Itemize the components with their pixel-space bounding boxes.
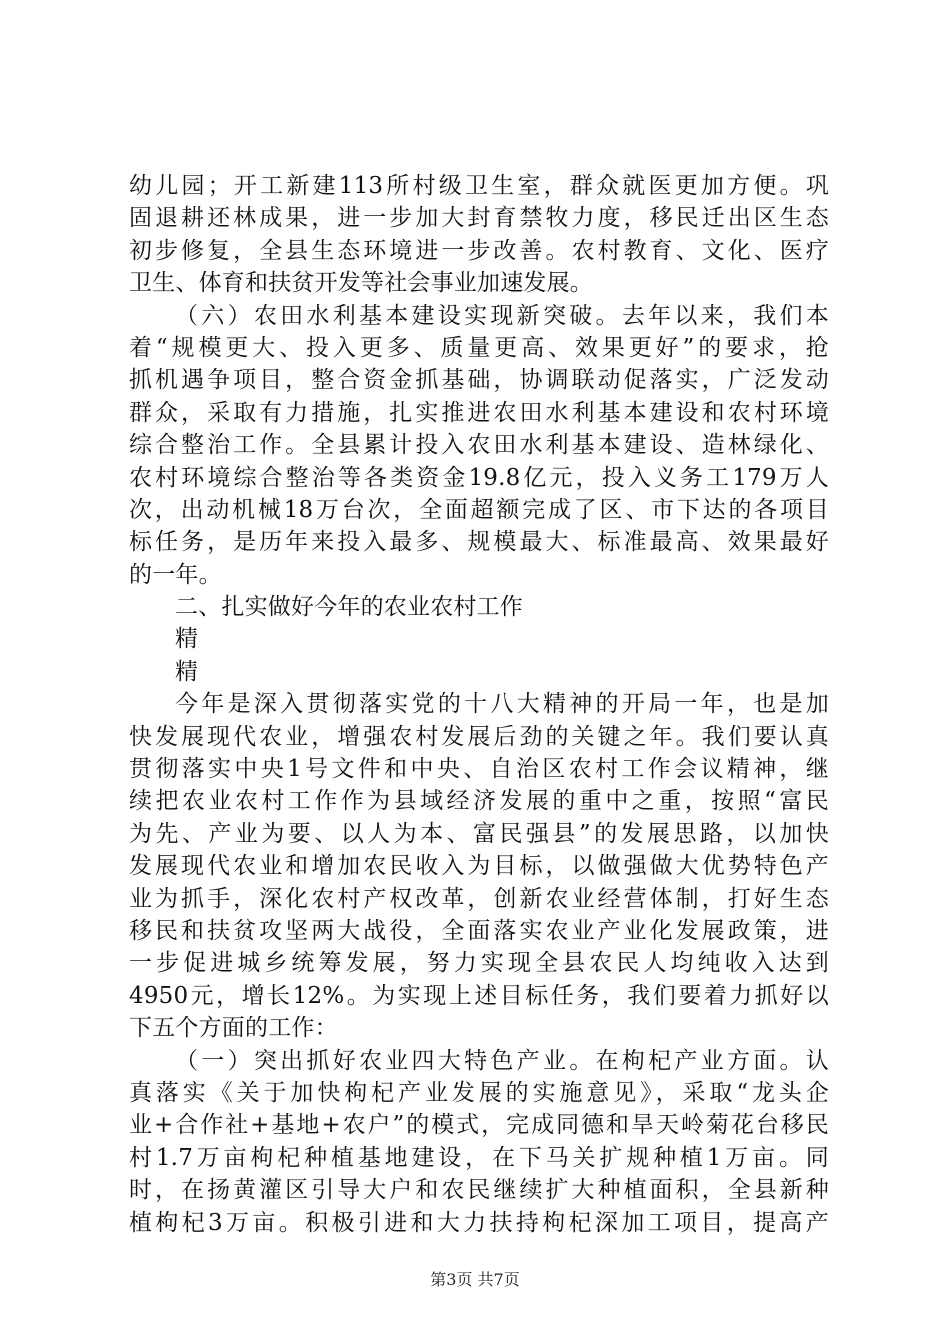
text-line: 综合整治工作。全县累计投入农田水利基本建设、造林绿化、 (129, 432, 829, 459)
document-body (129, 170, 829, 1239)
text-line: 时，在扬黄灌区引导大户和农民继续扩大种植面积，全县新种 (129, 1177, 829, 1204)
text-line: 移民和扶贫攻坚两大战役，全面落实农业产业化发展政策，进 (129, 917, 829, 944)
text-line: 续把农业农村工作作为县域经济发展的重中之重，按照“富民 (129, 788, 829, 815)
text-line: 4950元，增长12%。为实现上述目标任务，我们要着力抓好以 (129, 982, 829, 1009)
text-line: 贯彻落实中央1号文件和中央、自治区农村工作会议精神，继 (129, 756, 829, 783)
text-line: 村1.7万亩枸杞种植基地建设，在下马关扩规种植1万亩。同 (129, 1144, 829, 1171)
text-line: 农村环境综合整治等各类资金19.8亿元，投入义务工179万人 (129, 464, 829, 491)
text-line: 下五个方面的工作： (129, 1015, 338, 1042)
text-line: 植枸杞3万亩。积极引进和大力扶持枸杞深加工项目，提高产 (129, 1209, 829, 1236)
text-line: 卫生、体育和扶贫开发等社会事业加速发展。 (129, 270, 593, 297)
text-line: 精 (175, 658, 199, 685)
text-line: 一步促进城乡统筹发展，努力实现全县农民人均纯收入达到 (129, 950, 829, 977)
text-line: 今年是深入贯彻落实党的十八大精神的开局一年，也是加 (175, 691, 829, 718)
text-line: 发展现代农业和增加农民收入为目标，以做强做大优势特色产 (129, 853, 829, 880)
text-line: 固退耕还林成果，进一步加大封育禁牧力度，移民迁出区生态 (129, 205, 829, 232)
paragraph-heading-line: （六）农田水利基本建设实现新突破。去年以来，我们本 (175, 302, 829, 329)
text-line: 着“规模更大、投入更多、质量更高、效果更好”的要求，抢 (129, 334, 829, 361)
text-line: 的一年。 (129, 561, 222, 588)
text-line: 为先、产业为要、以人为本、富民强县”的发展思路，以加快 (129, 820, 829, 847)
paragraph-heading-line: （一）突出抓好农业四大特色产业。在枸杞产业方面。认 (175, 1047, 829, 1074)
text-line: 次，出动机械18万台次，全面超额完成了区、市下达的各项目 (129, 496, 829, 523)
text-line: 真落实《关于加快枸杞产业发展的实施意见》，采取“龙头企 (129, 1079, 829, 1106)
text-line: 标任务，是历年来投入最多、规模最大、标准最高、效果最好 (129, 529, 829, 556)
text-line: 快发展现代农业，增强农村发展后劲的关键之年。我们要认真 (129, 723, 829, 750)
text-line: 抓机遇争项目，整合资金抓基础，协调联动促落实，广泛发动 (129, 367, 829, 394)
section-heading: 二、扎实做好今年的农业农村工作 (175, 594, 523, 621)
text-line: 业+合作社+基地+农户”的模式，完成同德和旱天岭菊花台移民 (129, 1112, 829, 1139)
text-line: 初步修复，全县生态环境进一步改善。农村教育、文化、医疗 (129, 237, 829, 264)
text-line: 精 (175, 626, 199, 653)
page-number-footer: 第3页 共7页 (430, 1270, 520, 1289)
text-line: 业为抓手，深化农村产权改革，创新农业经营体制，打好生态 (129, 885, 829, 912)
text-line: 幼儿园；开工新建113所村级卫生室，群众就医更加方便。巩 (129, 173, 829, 199)
text-line: 群众，采取有力措施，扎实推进农田水利基本建设和农村环境 (129, 399, 829, 426)
